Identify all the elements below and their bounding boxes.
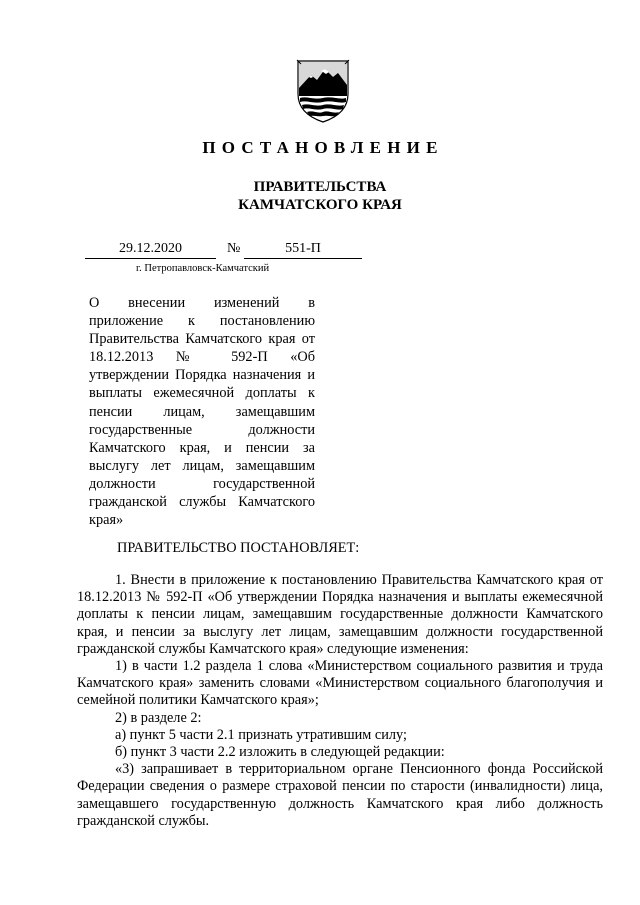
- document-title: ПОСТАНОВЛЕНИЕ: [202, 138, 444, 157]
- paragraph: 1) в части 1.2 раздела 1 слова «Министерством социального развития и труда Камчатского края» заменить словами «Министерством социального благополучия и семейной политики Камчатского края»;: [77, 658, 603, 709]
- paragraph: 1. Внести в приложение к постановлению Правительства Камчатского края от 18.12.2013 № 592-П «Об утверждении Порядка назначения и выплаты ежемесячной доплаты к пенсии лицам, замещавшим государственные должности Камчатского края, и пенсии за выслугу лет лицам, замещавшим должности государственной гражданской службы Камчатского края» следующие изменения:: [77, 572, 603, 657]
- paragraph: а) пункт 5 части 2.1 признать утратившим силу;: [115, 726, 407, 743]
- number-sign: №: [227, 241, 241, 256]
- document-subject: О внесении изменений в приложение к постановлению Правительства Камчатского края от 18.12.2013 № 592-П «Об утверждении Порядка назначения и выплаты ежемесячной доплаты к пенсии лицам, замещавшим государственные должности Камчатского края, и пенсии за выслугу лет лицам, замещавшим должности государственной гражданской службы Камчатского края»: [89, 295, 315, 529]
- government-name-line2: КАМЧАТСКОГО КРАЯ: [238, 197, 402, 213]
- government-name-line1: ПРАВИТЕЛЬСТВА: [253, 179, 387, 195]
- document-date: 29.12.2020: [85, 240, 216, 259]
- kamchatka-coat-of-arms-icon: [295, 58, 351, 124]
- document-number: 551-П: [244, 240, 362, 259]
- decree-phrase: ПРАВИТЕЛЬСТВО ПОСТАНОВЛЯЕТ:: [117, 540, 360, 556]
- city-name: г. Петропавловск-Камчатский: [136, 263, 270, 274]
- paragraph: 2) в разделе 2:: [115, 709, 202, 726]
- paragraph: б) пункт 3 части 2.2 изложить в следующей редакции:: [115, 744, 445, 761]
- document-body: [77, 572, 603, 830]
- paragraph: «3) запрашивает в территориальном органе Пенсионного фонда Российской Федерации сведения о размере страховой пенсии по старости (инвалидности) лица, замещавшего государственную должность Камчатского края либо должность гражданской службы.: [77, 761, 603, 829]
